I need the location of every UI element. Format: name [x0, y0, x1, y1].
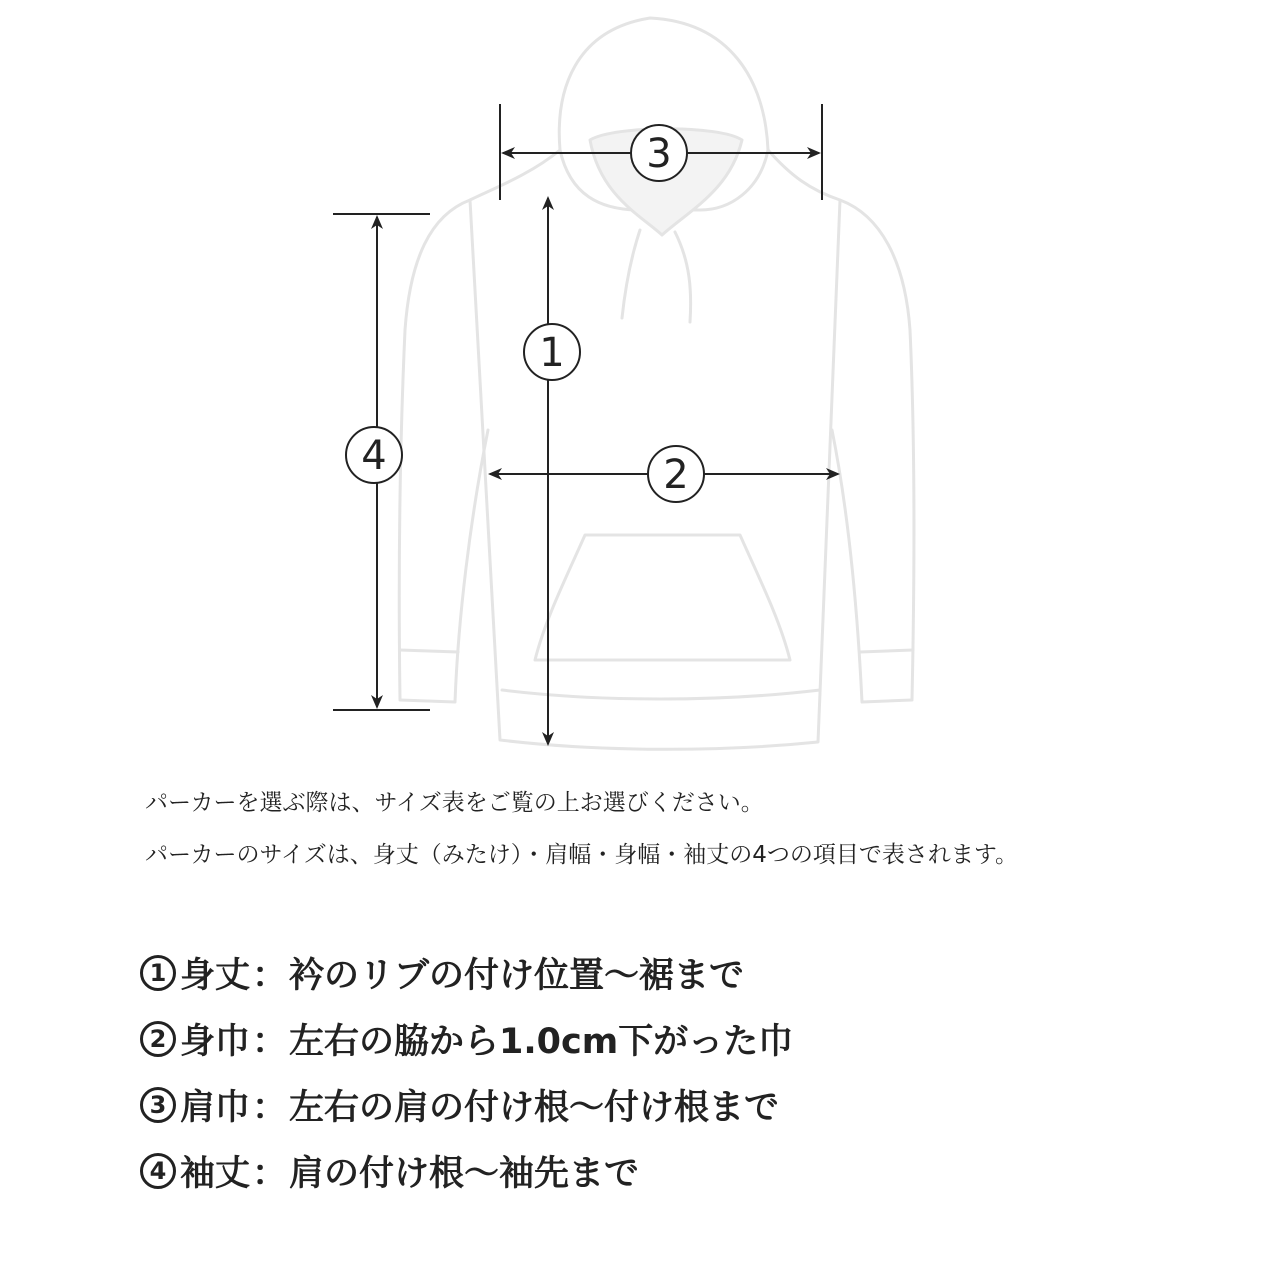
definition-term: 肩巾 — [180, 1088, 251, 1128]
definition-description: 衿のリブの付け位置～裾まで — [289, 956, 745, 996]
marker-4-label: 4 — [361, 433, 387, 479]
marker-3-label: 3 — [646, 131, 672, 177]
definition-description: 肩の付け根～袖先まで — [289, 1154, 640, 1194]
marker-3 — [631, 125, 687, 181]
marker-2 — [648, 446, 704, 502]
definition-description: 左右の脇から1.0cm下がった巾 — [289, 1022, 794, 1062]
definition-separator: ： — [252, 1022, 288, 1062]
hoodie-drawstring-right — [675, 232, 691, 322]
hoodie-drawstring-left — [622, 230, 640, 318]
definition-number: 2 — [140, 1021, 176, 1057]
measurement-definitions — [140, 940, 1240, 1204]
hoodie-waistband — [502, 690, 820, 699]
hoodie-left-cuff — [400, 650, 458, 652]
marker-2-label: 2 — [663, 452, 689, 498]
definition-sleeve-length — [140, 1138, 1240, 1204]
definition-body-length — [140, 940, 1240, 1006]
definition-description: 左右の肩の付け根～付け根まで — [289, 1088, 780, 1128]
definition-separator: ： — [252, 1154, 288, 1194]
intro-text-line-1: パーカーを選ぶ際は、サイズ表をご覧の上お選びください。 — [145, 790, 764, 816]
definition-term: 袖丈 — [180, 1154, 251, 1194]
intro-text-line-2: パーカーのサイズは、身丈（みたけ）・肩幅・身幅・袖丈の4つの項目で表されます。 — [145, 842, 1018, 868]
definition-number: 1 — [140, 955, 176, 991]
definition-term: 身丈 — [180, 956, 251, 996]
definition-body-width — [140, 1006, 1240, 1072]
definition-shoulder-width — [140, 1072, 1240, 1138]
hoodie-pocket — [535, 535, 790, 660]
marker-1 — [524, 324, 580, 380]
marker-1-label: 1 — [539, 330, 565, 376]
marker-4 — [346, 427, 402, 483]
hoodie-right-cuff — [860, 650, 913, 652]
definition-separator: ： — [252, 1088, 288, 1128]
hoodie-right-sleeve — [832, 200, 914, 702]
definition-term: 身巾 — [180, 1022, 251, 1062]
definition-number: 3 — [140, 1087, 176, 1123]
definition-separator: ： — [252, 956, 288, 996]
definition-number: 4 — [140, 1153, 176, 1189]
